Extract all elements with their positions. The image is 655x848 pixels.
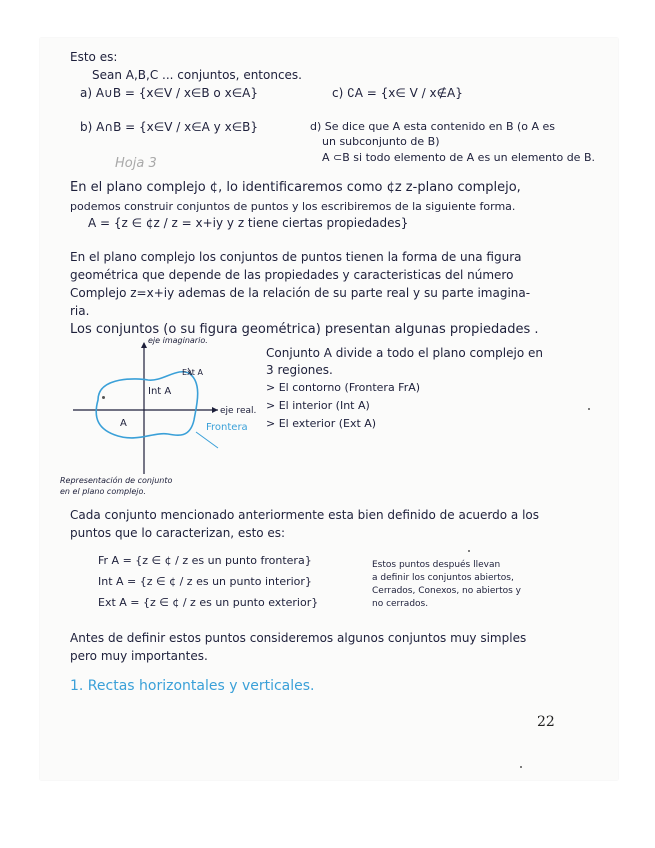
stray-dot [468, 550, 470, 552]
fig-caption-1: Representación de conjunto [60, 476, 173, 485]
note-line3: Cerrados, Conexos, no abiertos y [372, 586, 521, 596]
regions-line2: 3 regiones. [266, 363, 333, 377]
def-subset-1: d) Se dice que A esta contenido en B (o A es [310, 120, 556, 133]
fig-dot [102, 396, 105, 399]
page-number: 22 [537, 714, 555, 730]
note-line2: a definir los conjuntos abiertos, [372, 573, 514, 583]
notebook-page [40, 38, 618, 780]
fig-caption-2: en el plano complejo. [60, 487, 146, 496]
note-line4: no cerrados. [372, 599, 429, 609]
def-intersection: b) A∩B = {x∈V / x∈A y x∈B} [80, 120, 259, 134]
para1-line2: podemos construir conjuntos de puntos y los escribiremos de la siguiente forma. [70, 200, 516, 213]
regions-frontera: > El contorno (Frontera FrA) [266, 381, 421, 394]
para1-set-def: A = {z ∈ ¢z / z = x+iy y z tiene ciertas propiedades} [88, 216, 409, 230]
regions-exterior: > El exterior (Ext A) [266, 417, 377, 430]
frontera-pointer [196, 432, 218, 448]
fig-x-axis-label: eje real. [220, 406, 257, 416]
para2-line2: geométrica que depende de las propiedades y caracteristicas del número [70, 268, 514, 282]
frontier-def: Fr A = {z ∈ ¢ / z es un punto frontera} [98, 554, 312, 567]
para3: Los conjuntos (o su figura geométrica) presentan algunas propiedades . [70, 322, 539, 337]
para4-line1: Cada conjunto mencionado anteriormente esta bien definido de acuerdo a los [70, 508, 539, 522]
fig-y-axis-label: eje imaginario. [148, 336, 208, 345]
interior-def: Int A = {z ∈ ¢ / z es un punto interior} [98, 575, 312, 588]
para5-line1: Antes de definir estos puntos consideremos algunos conjuntos muy simples [70, 631, 527, 645]
bottom-dot [520, 766, 522, 768]
para1-line1: En el plano complejo ¢, lo identificaremos como ¢z z-plano complejo, [70, 180, 521, 195]
regions-line1: Conjunto A divide a todo el plano complejo en [266, 346, 543, 360]
para2-line4: ria. [70, 304, 90, 318]
def-subset-3: A ⊂B si todo elemento de A es un elemento de B. [322, 151, 595, 164]
def-union: a) A∪B = {x∈V / x∈B o x∈A} [80, 86, 258, 100]
fig-ext-label: Ext A [182, 368, 203, 377]
para2-line1: En el plano complejo los conjuntos de puntos tienen la forma de una figura [70, 250, 522, 264]
intro-label: Esto es: [70, 50, 118, 64]
real-axis-arrow [212, 407, 218, 413]
note-line1: Estos puntos después llevan [372, 560, 501, 570]
fig-a-label: A [120, 418, 127, 429]
imaginary-axis-arrow [141, 342, 147, 348]
section-heading: 1. Rectas horizontales y verticales. [70, 678, 315, 694]
fig-frontera-label: Frontera [206, 422, 248, 433]
para2-line3: Complejo z=x+iy ademas de la relación de su parte real y su parte imagina- [70, 286, 531, 300]
margin-dot [588, 408, 590, 410]
def-subset-2: un subconjunto de B) [322, 135, 440, 148]
fig-int-label: Int A [148, 386, 172, 397]
regions-interior: > El interior (Int A) [266, 399, 370, 412]
para5-line2: pero muy importantes. [70, 649, 208, 663]
sets-intro: Sean A,B,C ... conjuntos, entonces. [92, 68, 302, 82]
hoja-label: Hoja 3 [115, 156, 157, 171]
para4-line2: puntos que lo caracterizan, esto es: [70, 526, 286, 540]
def-complement: c) ∁A = {x∈ V / x∉A} [332, 86, 463, 100]
set-boundary-curve [96, 372, 197, 438]
exterior-def: Ext A = {z ∈ ¢ / z es un punto exterior} [98, 596, 319, 609]
